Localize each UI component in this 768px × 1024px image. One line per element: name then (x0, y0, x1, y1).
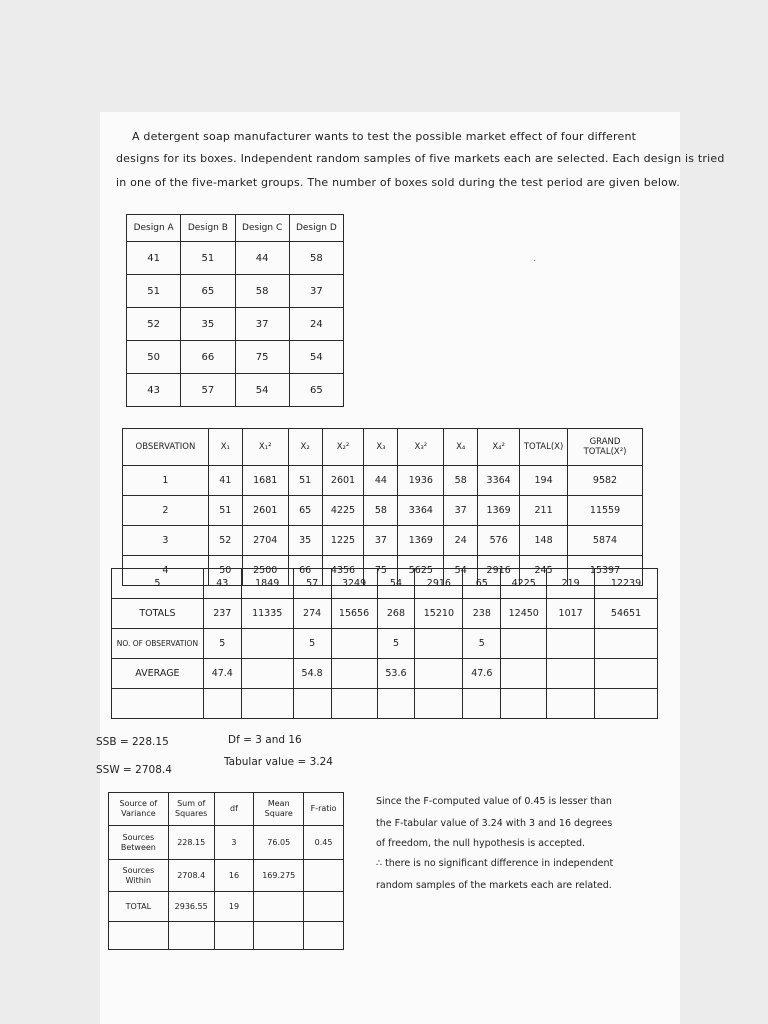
table-cell (112, 689, 204, 719)
table-cell: 4356 (322, 556, 364, 586)
table-cell: 75 (364, 556, 398, 586)
table-cell (415, 629, 463, 659)
table-cell: 76.05 (254, 826, 304, 860)
table-row (123, 466, 643, 496)
table-cell (203, 689, 241, 719)
table-cell: 211 (520, 496, 568, 526)
header-cell: X₂ (288, 429, 322, 466)
table-row (127, 308, 344, 341)
table-cell: 2 (123, 496, 209, 526)
table-cell: 3364 (478, 466, 520, 496)
table-row (127, 242, 344, 275)
table-cell (331, 629, 377, 659)
table-cell: 41 (127, 242, 181, 275)
table-cell: 5625 (398, 556, 444, 586)
table-cell: 54 (289, 341, 343, 374)
observation-table (122, 428, 643, 586)
table-cell: 19 (214, 892, 254, 922)
table-cell: 57 (181, 374, 235, 407)
intro-line-2: designs for its boxes. Independent random samples of five markets each are selected. Each design is tried (116, 152, 725, 165)
table-cell: 5 (293, 629, 331, 659)
table-cell: 2601 (322, 466, 364, 496)
table-cell: 66 (288, 556, 322, 586)
tabular-value: Tabular value = 3.24 (224, 756, 333, 768)
table-cell (241, 629, 293, 659)
table-cell: 5874 (568, 526, 643, 556)
table-cell (241, 659, 293, 689)
table-row (109, 860, 344, 892)
table-cell: 51 (208, 496, 242, 526)
table-cell: 37 (364, 526, 398, 556)
table-cell (595, 629, 658, 659)
conclusion-line-3: of freedom, the null hypothesis is accepted. (376, 838, 585, 849)
table-cell (168, 922, 214, 950)
table-row (112, 569, 658, 599)
table-cell: 50 (127, 341, 181, 374)
table-row (127, 275, 344, 308)
table-cell: 2916 (478, 556, 520, 586)
table-cell: 2916 (415, 569, 463, 599)
table-cell: 12450 (501, 599, 547, 629)
table-row (112, 599, 658, 629)
table-header-row (127, 215, 344, 242)
table-row (112, 659, 658, 689)
table-cell: 12239 (595, 569, 658, 599)
table-cell: 43 (203, 569, 241, 599)
table-cell: 51 (288, 466, 322, 496)
table-cell (304, 922, 344, 950)
conclusion-line-2: the F-tabular value of 3.24 with 3 and 16 degrees (376, 818, 613, 829)
table-cell (595, 689, 658, 719)
table-row (127, 374, 344, 407)
table-cell: 35 (288, 526, 322, 556)
header-cell: X₄ (444, 429, 478, 466)
header-cell: F-ratio (304, 793, 344, 826)
table-cell: 274 (293, 599, 331, 629)
table-cell: 57 (293, 569, 331, 599)
table-cell: 37 (289, 275, 343, 308)
table-cell: 2500 (242, 556, 288, 586)
table-cell: 169.275 (254, 860, 304, 892)
table-cell: 1225 (322, 526, 364, 556)
table-cell: 2936.55 (168, 892, 214, 922)
table-cell: 37 (444, 496, 478, 526)
degrees-of-freedom: Df = 3 and 16 (228, 734, 302, 746)
table-cell: 58 (444, 466, 478, 496)
table-cell: 4 (123, 556, 209, 586)
table-cell: 1936 (398, 466, 444, 496)
header-cell: Design D (289, 215, 343, 242)
table-cell: 1849 (241, 569, 293, 599)
table-row (112, 629, 658, 659)
table-row (123, 496, 643, 526)
table-cell: 47.6 (463, 659, 501, 689)
table-cell: 44 (235, 242, 289, 275)
table-cell: 15656 (331, 599, 377, 629)
designs-table (126, 214, 344, 407)
table-cell (304, 860, 344, 892)
header-cell: GRAND TOTAL(X²) (568, 429, 643, 466)
table-row (112, 689, 658, 719)
table-cell: 11335 (241, 599, 293, 629)
table-cell: 2708.4 (168, 860, 214, 892)
table-cell: 54 (235, 374, 289, 407)
table-cell: 54651 (595, 599, 658, 629)
table-cell: 41 (208, 466, 242, 496)
table-cell: 238 (463, 599, 501, 629)
table-cell: 219 (547, 569, 595, 599)
table-cell: 43 (127, 374, 181, 407)
table-row (109, 922, 344, 950)
table-cell: 3 (214, 826, 254, 860)
table-cell: 194 (520, 466, 568, 496)
header-cell: X₃ (364, 429, 398, 466)
header-cell: Mean Square (254, 793, 304, 826)
table-cell: 5 (203, 629, 241, 659)
table-cell (304, 892, 344, 922)
table-cell: 52 (127, 308, 181, 341)
table-cell: Sources Between (109, 826, 169, 860)
header-cell: df (214, 793, 254, 826)
intro-line-1: A detergent soap manufacturer wants to test the possible market effect of four different (132, 130, 637, 143)
table-cell: 54 (377, 569, 415, 599)
table-cell (501, 659, 547, 689)
table-cell: 75 (235, 341, 289, 374)
table-cell (254, 892, 304, 922)
table-cell: 2601 (242, 496, 288, 526)
anova-table (108, 792, 344, 950)
table-cell: 4225 (501, 569, 547, 599)
table-cell: 65 (288, 496, 322, 526)
stray-mark: · (533, 256, 537, 267)
table-cell (501, 629, 547, 659)
table-cell (595, 659, 658, 689)
table-cell (331, 659, 377, 689)
table-cell (331, 689, 377, 719)
table-cell (377, 689, 415, 719)
table-cell: 576 (478, 526, 520, 556)
table-cell (254, 922, 304, 950)
table-cell: 3 (123, 526, 209, 556)
table-cell: 66 (181, 341, 235, 374)
table-cell: 1681 (242, 466, 288, 496)
table-header-row (123, 429, 643, 466)
table-cell: 58 (235, 275, 289, 308)
table-cell: 4225 (322, 496, 364, 526)
table-cell: 50 (208, 556, 242, 586)
table-cell: 1369 (398, 526, 444, 556)
table-cell (293, 689, 331, 719)
table-cell: 15397 (568, 556, 643, 586)
table-cell: 37 (235, 308, 289, 341)
conclusion-line-4: ∴ there is no significant difference in independent (376, 858, 614, 869)
table-cell: 52 (208, 526, 242, 556)
table-cell (214, 922, 254, 950)
ssb-value: SSB = 228.15 (96, 736, 169, 748)
table-cell: 58 (289, 242, 343, 275)
header-cell: TOTAL(X) (520, 429, 568, 466)
table-cell (415, 689, 463, 719)
table-cell: 2704 (242, 526, 288, 556)
table-cell: 5 (112, 569, 204, 599)
table-cell (501, 689, 547, 719)
table-cell: 47.4 (203, 659, 241, 689)
table-cell: 65 (181, 275, 235, 308)
table-cell: 245 (520, 556, 568, 586)
table-cell: 1 (123, 466, 209, 496)
table-cell: 5 (463, 629, 501, 659)
table-cell: AVERAGE (112, 659, 204, 689)
header-cell: X₃² (398, 429, 444, 466)
conclusion-line-5: random samples of the markets each are related. (376, 880, 612, 891)
table-cell: 268 (377, 599, 415, 629)
table-cell: 0.45 (304, 826, 344, 860)
table-cell: 44 (364, 466, 398, 496)
table-cell: 24 (444, 526, 478, 556)
header-cell: Design B (181, 215, 235, 242)
table-cell: 148 (520, 526, 568, 556)
table-cell (109, 922, 169, 950)
table-cell: TOTALS (112, 599, 204, 629)
header-cell: OBSERVATION (123, 429, 209, 466)
table-cell: 15210 (415, 599, 463, 629)
table-cell: NO. OF OBSERVATION (112, 629, 204, 659)
table-cell (463, 689, 501, 719)
header-cell: X₄² (478, 429, 520, 466)
table-cell (547, 659, 595, 689)
table-cell: 3249 (331, 569, 377, 599)
table-cell: 3364 (398, 496, 444, 526)
table-cell: 51 (127, 275, 181, 308)
table-row (127, 341, 344, 374)
table-header-row (109, 793, 344, 826)
table-row (123, 526, 643, 556)
table-cell: 65 (289, 374, 343, 407)
header-cell: X₁² (242, 429, 288, 466)
table-cell: 51 (181, 242, 235, 275)
table-row (109, 826, 344, 860)
conclusion-line-1: Since the F-computed value of 0.45 is lesser than (376, 796, 612, 807)
table-row (109, 892, 344, 922)
table-cell: 24 (289, 308, 343, 341)
table-cell: 5 (377, 629, 415, 659)
totals-table (111, 568, 658, 719)
table-cell: 1017 (547, 599, 595, 629)
table-cell: TOTAL (109, 892, 169, 922)
table-cell: 54.8 (293, 659, 331, 689)
table-cell: 16 (214, 860, 254, 892)
table-cell: Sources Within (109, 860, 169, 892)
table-cell: 1369 (478, 496, 520, 526)
table-cell: 54 (444, 556, 478, 586)
table-cell: 9582 (568, 466, 643, 496)
table-cell: 53.6 (377, 659, 415, 689)
table-cell: 35 (181, 308, 235, 341)
intro-line-3: in one of the five-market groups. The number of boxes sold during the test period are given below. (116, 176, 680, 189)
table-cell: 237 (203, 599, 241, 629)
table-cell (547, 629, 595, 659)
header-cell: Sum of Squares (168, 793, 214, 826)
header-cell: X₁ (208, 429, 242, 466)
header-cell: Source of Variance (109, 793, 169, 826)
header-cell: Design A (127, 215, 181, 242)
header-cell: Design C (235, 215, 289, 242)
table-cell (415, 659, 463, 689)
table-cell (241, 689, 293, 719)
ssw-value: SSW = 2708.4 (96, 764, 172, 776)
table-cell: 11559 (568, 496, 643, 526)
header-cell: X₂² (322, 429, 364, 466)
table-cell (547, 689, 595, 719)
table-cell: 228.15 (168, 826, 214, 860)
table-cell: 58 (364, 496, 398, 526)
table-cell: 65 (463, 569, 501, 599)
